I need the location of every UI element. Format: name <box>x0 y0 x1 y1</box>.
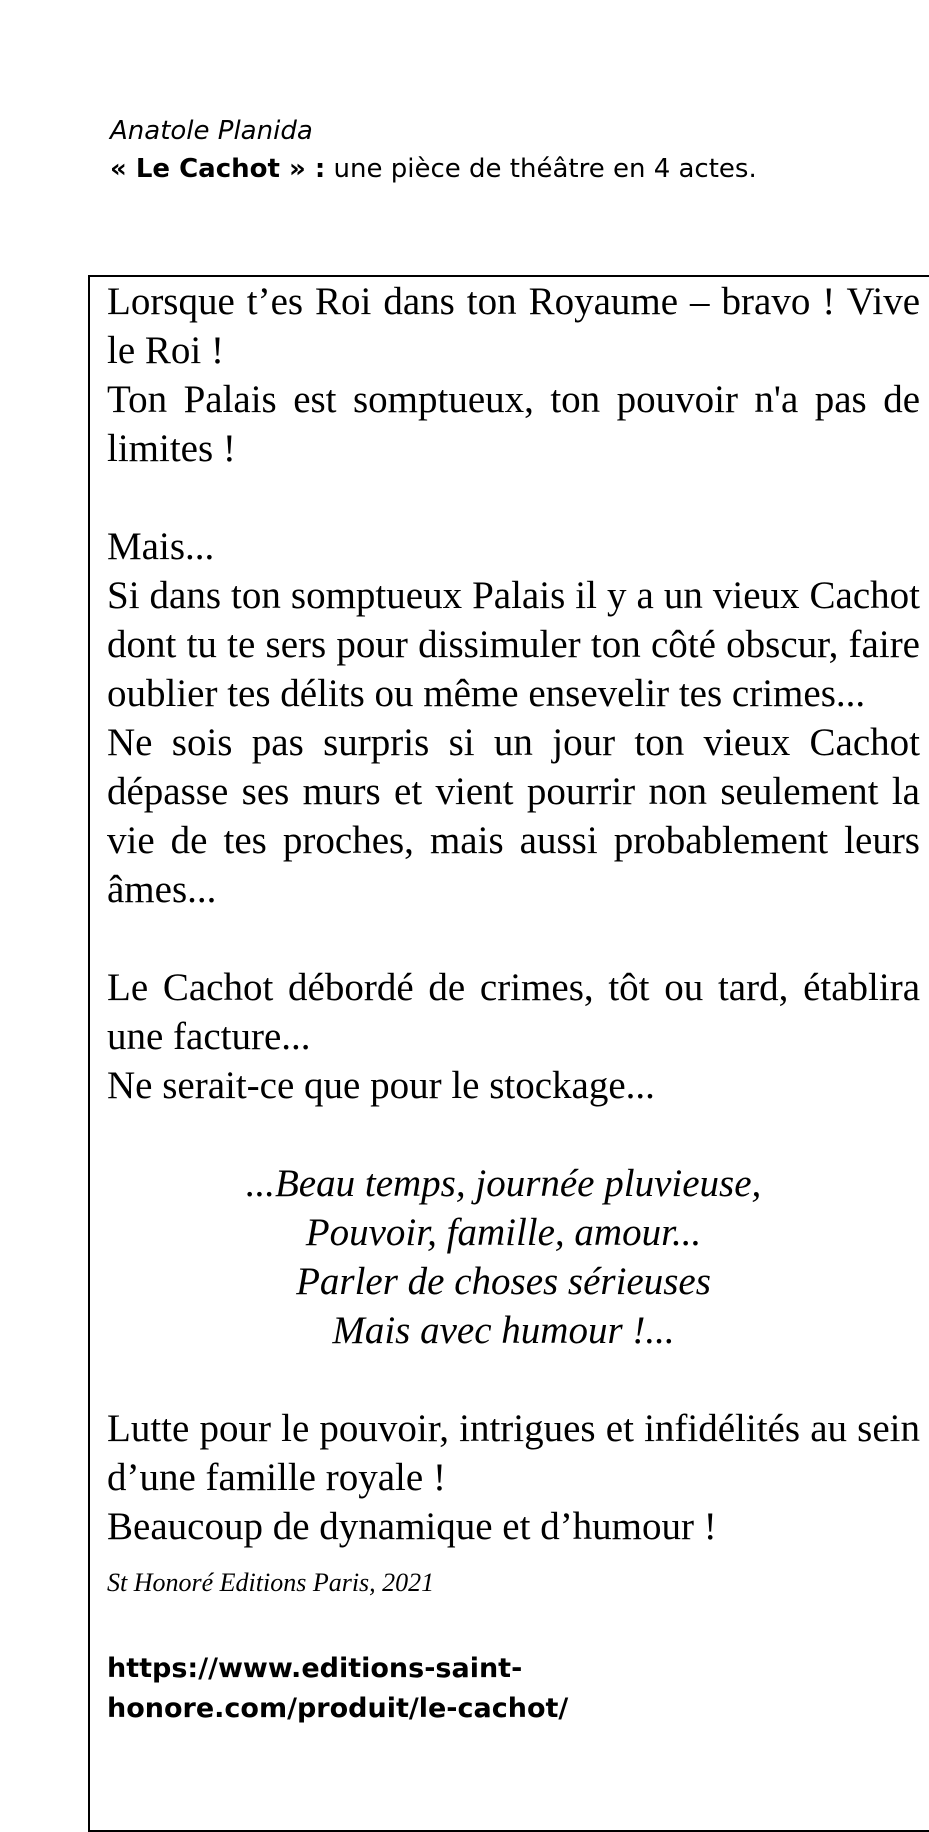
paragraph-9: Beaucoup de dynamique et d’humour ! <box>107 1505 717 1548</box>
paragraph-2: Ton Palais est somptueux, ton pouvoir n'a pas de limites ! <box>107 378 920 470</box>
paragraph-6: Le Cachot débordé de crimes, tôt ou tard, établira une facture... <box>107 966 920 1058</box>
document-header <box>110 112 757 188</box>
verse-line: Pouvoir, famille, amour... <box>305 1211 702 1254</box>
verse-line: ...Beau temps, journée pluvieuse, <box>245 1162 762 1205</box>
play-title: « Le Cachot » : <box>110 154 326 184</box>
product-link[interactable]: https://www.editions-saint-honore.com/produit/le-cachot/ <box>107 1653 569 1724</box>
paragraph-7: Ne serait-ce que pour le stockage... <box>107 1064 655 1107</box>
paragraph-8: Lutte pour le pouvoir, intrigues et infidélités au sein d’une famille royale ! <box>107 1407 920 1499</box>
verse-line: Mais avec humour !... <box>332 1309 675 1352</box>
verse-block <box>107 1159 920 1355</box>
play-subtitle: une pièce de théâtre en 4 actes. <box>325 154 757 184</box>
paragraph-1: Lorsque t’es Roi dans ton Royaume – bravo ! Vive le Roi ! <box>107 280 920 372</box>
paragraph-3: Mais... <box>107 525 215 568</box>
publisher-note: St Honoré Editions Paris, 2021 <box>107 1568 435 1597</box>
synopsis-box <box>88 275 929 1832</box>
verse-line: Parler de choses sérieuses <box>296 1260 711 1303</box>
paragraph-4: Si dans ton somptueux Palais il y a un vieux Cachot dont tu te sers pour dissimuler ton côté obscur, faire oublier tes délits ou même ensevelir tes crimes... <box>107 574 920 715</box>
synopsis-content <box>107 277 920 1729</box>
paragraph-5: Ne sois pas surpris si un jour ton vieux Cachot dépasse ses murs et vient pourrir non seulement la vie de tes proches, mais aussi probablement leurs âmes... <box>107 721 920 911</box>
title-line <box>110 150 757 188</box>
author-name: Anatole Planida <box>110 116 313 146</box>
